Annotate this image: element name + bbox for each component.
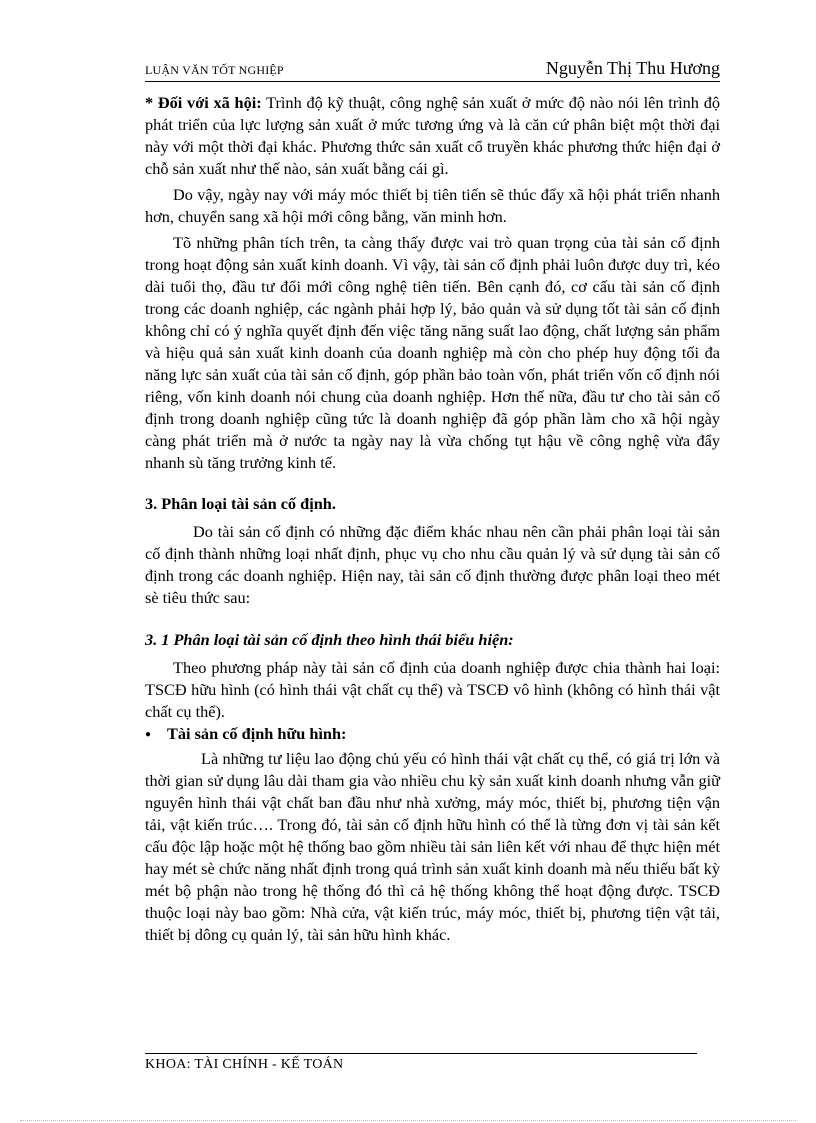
paragraph-text: Trình độ kỹ thuật, công nghệ sản xuất ở mức độ nào nói lên trình độ phát triển của lực lượng sản xuất ở mức tương ứng và là căn cứ phân biệt một thời đại này với một thời đại khác. Phương thức sản xuất cổ truyền khác phương thức hiện đại ở chỗ sản xuất như thế nào, sản xuất bằng cái gì. xyxy=(145,93,720,178)
page-edge-dotted-line xyxy=(20,1120,796,1121)
subsection-heading-3-1: 3. 1 Phân loại tài sản cố định theo hình thái biểu hiện: xyxy=(145,630,514,649)
paragraph-tangible-assets: Là những tư liệu lao động chủ yếu có hình thái vật chất cụ thể, có giá trị lớn và thời gian sử dụng lâu dài tham gia vào nhiều chu kỳ sản xuất kinh doanh nhưng vẫn giữ nguyên hình thái vật chất ban đầu như nhà xưởng, máy móc, thiết bị, phương tiện vận tải, vật kiến trúc…. Trong đó, tài sản cố định hữu hình có thể là từng đơn vị tài sản kết cấu độc lập hoặc một hệ thống bao gồm nhiều tài sản liên kết với nhau để thực hiện mét hay mét sè chức năng nhất định trong quá trình sản xuất kinh doanh mà nếu thiếu bất kỳ mét bộ phận nào trong hệ thống đó thì cả hệ thống không thể hoạt động được. TSCĐ thuộc loại này bao gồm: Nhà cửa, vật kiến trúc, máy móc, thiết bị, phương tiện vật tải, thiết bị dông cụ quản lý, tài sản hữu hình khác. xyxy=(145,749,720,944)
paragraph-analysis: Tõ những phân tích trên, ta càng thấy được vai trò quan trọng của tài sản cố định trong hoạt động sản xuất kinh doanh. Vì vậy, tài sản cố định phải luôn được duy trì, kéo dài tuổi thọ, đầu tư đổi mới công nghệ tiên tiến. Bên cạnh đó, cơ cấu tài sản cố định trong các doanh nghiệp, các ngành phải hợp lý, bảo quản và sử dụng tốt tài sản cố định không chỉ có ý nghĩa quyết định đến việc tăng năng suất lao động, chất lượng sản phẩm và hiệu quả sản xuất kinh doanh của doanh nghiệp mà còn cho phép huy động tối đa năng lực sản xuất của tài sản cố định, góp phần bảo toàn vốn, phát triển vốn cố định nói riêng, vốn kinh doanh nói chung của doanh nghiệp. Hơn thế nữa, đầu tư cho tài sản cố định trong doanh nghiệp cũng tức là doanh nghiệp đã góp phần làm cho xã hội ngày càng phát triển mà ở nước ta ngày nay là vừa chống tụt hậu về công nghệ vừa đẩy nhanh sù tăng trưởng kinh tế. xyxy=(145,233,720,472)
bullet-title: Tài sản cố định hữu hình: xyxy=(167,724,347,743)
document-body xyxy=(145,92,720,946)
page-footer: KHOA: TÀI CHÍNH - KẾ TOÁN xyxy=(145,1057,344,1072)
paragraph-lead-label: * Đối với xã hội: xyxy=(145,93,262,112)
section-heading-3: 3. Phân loại tài sản cố định. xyxy=(145,494,336,513)
paragraph-method: Theo phương pháp này tài sản cố định của doanh nghiệp được chia thành hai loại: TSCĐ hữu hình (có hình thái vật chất cụ thể) và TSCĐ vô hình (không có hình thái vật chất cụ thể). xyxy=(145,658,720,721)
paragraph-social-impact xyxy=(145,92,720,180)
paragraph-classification-intro: Do tài sản cố định có những đặc điểm khác nhau nên cần phải phân loại tài sản cố định thành những loại nhất định, phục vụ cho nhu cầu quản lý và sử dụng tài sản cố định trong các doanh nghiệp. Hiện nay, tài sản cố định thường được phân loại theo mét sè tiêu thức sau: xyxy=(145,522,720,607)
footer-divider xyxy=(145,1053,697,1054)
page-header xyxy=(145,57,720,82)
header-author-name: Nguyễn Thị Thu Hương xyxy=(545,58,720,78)
bullet-item-tangible-assets xyxy=(145,723,720,748)
bullet-icon: ● xyxy=(145,729,152,740)
paragraph-conclusion: Do vậy, ngày nay với máy móc thiết bị tiên tiến sẽ thúc đẩy xã hội phát triển nhanh hơn, chuyển sang xã hội mới công bằng, văn minh hơn. xyxy=(145,185,720,226)
header-thesis-label: LUẬN VĂN TỐT NGHIỆP xyxy=(145,63,284,77)
